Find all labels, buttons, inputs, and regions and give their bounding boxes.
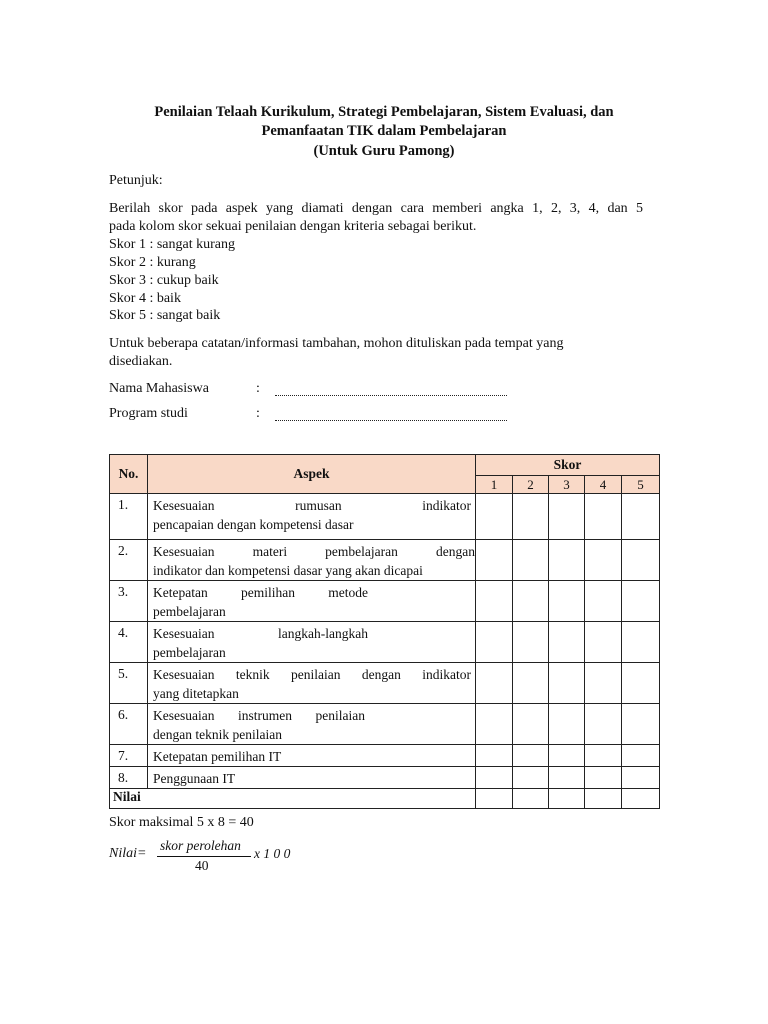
score-cell[interactable] xyxy=(549,704,585,745)
row-aspek xyxy=(148,663,476,704)
score-cell[interactable] xyxy=(513,622,549,663)
total-score-cell[interactable] xyxy=(549,789,585,809)
header-aspek: Aspek xyxy=(148,455,476,494)
table-row xyxy=(110,540,660,581)
score-cell[interactable] xyxy=(549,745,585,767)
header-score-1: 1 xyxy=(476,476,513,494)
total-score-cell[interactable] xyxy=(622,789,660,809)
note-line-1: Untuk beberapa catatan/informasi tambahan, mohon dituliskan pada tempat yang xyxy=(109,336,564,351)
table-row xyxy=(110,494,660,540)
table-row xyxy=(110,704,660,745)
score-cell[interactable] xyxy=(513,745,549,767)
score-cell[interactable] xyxy=(476,767,513,789)
row-aspek xyxy=(148,581,476,622)
score-cell[interactable] xyxy=(476,622,513,663)
score-cell[interactable] xyxy=(513,581,549,622)
row-number: 4. xyxy=(110,622,148,663)
score-cell[interactable] xyxy=(549,494,585,540)
score-cell[interactable] xyxy=(476,745,513,767)
formula-numerator: skor perolehan xyxy=(160,838,241,853)
aspek-line-1: Kesesuaian instrumen penilaian xyxy=(153,708,365,723)
row-number: 2. xyxy=(110,540,148,581)
row-aspek xyxy=(148,540,476,581)
header-score-4: 4 xyxy=(585,476,622,494)
criteria-1: Skor 1 : sangat kurang xyxy=(109,237,235,252)
header-no: No. xyxy=(110,455,148,494)
title-line-3: (Untuk Guru Pamong) xyxy=(313,143,455,159)
formula-lhs: Nilai= xyxy=(109,846,147,861)
aspek-line-2: yang ditetapkan xyxy=(153,686,239,701)
fraction-bar xyxy=(157,856,251,857)
score-cell[interactable] xyxy=(549,581,585,622)
score-cell[interactable] xyxy=(549,622,585,663)
formula-denominator: 40 xyxy=(195,858,209,873)
aspek-line-1: Ketepatan pemilihan metode xyxy=(153,585,368,600)
note-line-2: disediakan. xyxy=(109,354,173,369)
score-cell[interactable] xyxy=(476,581,513,622)
program-studi-label: Program studi xyxy=(109,406,188,421)
header-skor: Skor xyxy=(476,455,660,476)
title-line-2: Pemanfaatan TIK dalam Pembelajaran xyxy=(261,123,507,139)
score-cell[interactable] xyxy=(622,745,660,767)
title-line-1: Penilaian Telaah Kurikulum, Strategi Pembelajaran, Sistem Evaluasi, dan xyxy=(154,104,614,120)
score-cell[interactable] xyxy=(513,663,549,704)
row-aspek xyxy=(148,494,476,540)
score-cell[interactable] xyxy=(513,704,549,745)
score-cell[interactable] xyxy=(585,767,622,789)
score-cell[interactable] xyxy=(549,767,585,789)
row-aspek: Ketepatan pemilihan IT xyxy=(148,745,476,767)
score-cell[interactable] xyxy=(513,494,549,540)
score-cell[interactable] xyxy=(622,622,660,663)
nilai-label: Nilai xyxy=(110,789,476,809)
formula-multiplier: x 1 0 0 xyxy=(254,846,291,861)
aspek-line-2: indikator dan kompetensi dasar yang akan dicapai xyxy=(153,563,423,578)
score-cell[interactable] xyxy=(622,663,660,704)
instruction-line-2: pada kolom skor sekuai penilaian dengan kriteria sebagai berikut. xyxy=(109,219,477,234)
row-aspek: Penggunaan IT xyxy=(148,767,476,789)
table-row xyxy=(110,745,660,767)
aspek-line-2: pencapaian dengan kompetensi dasar xyxy=(153,517,354,532)
score-cell[interactable] xyxy=(476,704,513,745)
criteria-5: Skor 5 : sangat baik xyxy=(109,308,221,323)
row-aspek xyxy=(148,622,476,663)
score-cell[interactable] xyxy=(622,494,660,540)
petunjuk-label: Petunjuk: xyxy=(109,173,163,188)
header-score-2: 2 xyxy=(513,476,549,494)
row-number: 5. xyxy=(110,663,148,704)
table-row xyxy=(110,767,660,789)
score-cell[interactable] xyxy=(513,540,549,581)
nama-mahasiswa-label: Nama Mahasiswa xyxy=(109,381,209,396)
score-cell[interactable] xyxy=(622,540,660,581)
score-cell[interactable] xyxy=(585,540,622,581)
score-cell[interactable] xyxy=(476,540,513,581)
aspek-line-2: pembelajaran xyxy=(153,604,226,619)
total-score-cell[interactable] xyxy=(476,789,513,809)
aspek-line-1: Kesesuaian teknik penilaian dengan indikator xyxy=(153,667,471,682)
table-row xyxy=(110,663,660,704)
score-cell[interactable] xyxy=(549,540,585,581)
total-score-cell[interactable] xyxy=(585,789,622,809)
total-row xyxy=(110,789,660,809)
nama-mahasiswa-field[interactable] xyxy=(275,381,507,401)
row-number: 6. xyxy=(110,704,148,745)
table-row xyxy=(110,581,660,622)
row-number: 7. xyxy=(110,745,148,767)
aspek-line-1: Kesesuaian materi pembelajaran dengan xyxy=(153,544,475,559)
score-cell[interactable] xyxy=(476,663,513,704)
criteria-3: Skor 3 : cukup baik xyxy=(109,273,219,288)
score-cell[interactable] xyxy=(622,704,660,745)
score-cell[interactable] xyxy=(622,581,660,622)
score-cell[interactable] xyxy=(585,663,622,704)
score-cell[interactable] xyxy=(476,494,513,540)
criteria-4: Skor 4 : baik xyxy=(109,291,181,306)
score-cell[interactable] xyxy=(585,622,622,663)
header-score-3: 3 xyxy=(549,476,585,494)
header-score-5: 5 xyxy=(622,476,660,494)
row-number: 3. xyxy=(110,581,148,622)
criteria-2: Skor 2 : kurang xyxy=(109,255,196,270)
row-number: 1. xyxy=(110,494,148,540)
score-cell[interactable] xyxy=(622,767,660,789)
score-cell[interactable] xyxy=(513,767,549,789)
aspek-line-2: pembelajaran xyxy=(153,645,226,660)
program-studi-colon: : xyxy=(256,406,260,421)
row-aspek xyxy=(148,704,476,745)
max-score-text: Skor maksimal 5 x 8 = 40 xyxy=(109,815,254,830)
program-studi-field[interactable] xyxy=(275,406,507,426)
instruction-line-1: Berilah skor pada aspek yang diamati dengan cara memberi angka 1, 2, 3, 4, dan 5 xyxy=(109,201,643,216)
table-row xyxy=(110,622,660,663)
score-cell[interactable] xyxy=(585,704,622,745)
score-cell[interactable] xyxy=(585,494,622,540)
row-number: 8. xyxy=(110,767,148,789)
aspek-line-2: dengan teknik penilaian xyxy=(153,727,282,742)
score-cell[interactable] xyxy=(549,663,585,704)
aspek-line-1: Kesesuaian langkah-langkah xyxy=(153,626,368,641)
nama-mahasiswa-colon: : xyxy=(256,381,260,396)
assessment-table xyxy=(109,454,660,809)
total-score-cell[interactable] xyxy=(513,789,549,809)
score-cell[interactable] xyxy=(585,581,622,622)
aspek-line-1: Kesesuaian rumusan indikator xyxy=(153,498,471,513)
score-cell[interactable] xyxy=(585,745,622,767)
